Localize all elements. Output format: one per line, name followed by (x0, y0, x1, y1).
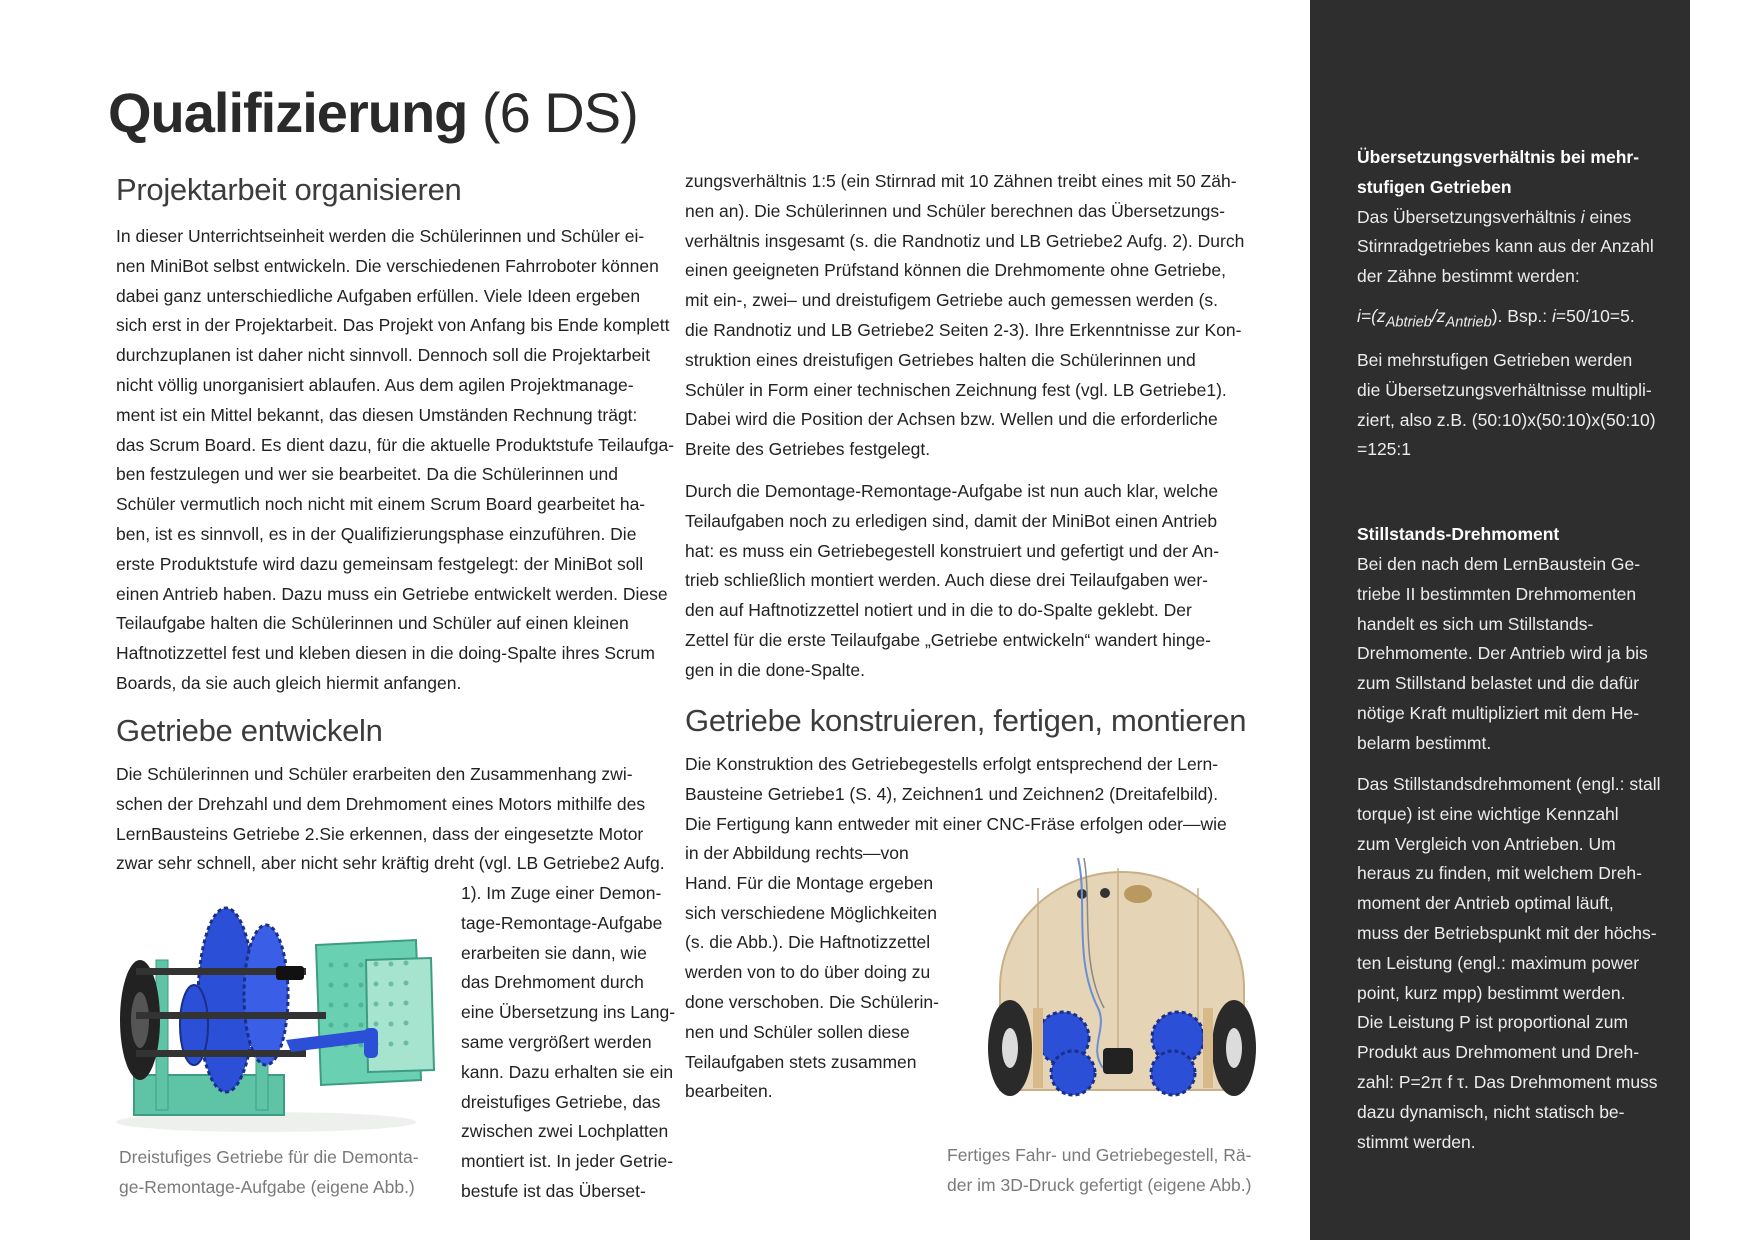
text-line: belarm bestimmt. (1357, 732, 1492, 753)
text-line: Durch die Demontage-Remontage-Aufgabe ist nun auch klar, welche (685, 481, 1219, 501)
section2-paragraph (116, 760, 665, 879)
gearbox-figure (116, 900, 440, 1136)
section3-paragraph-narrow (685, 839, 939, 1107)
minibot-figure (978, 858, 1258, 1108)
text-line: ben, ist es sinnvoll, es in der Qualifizierungsphase einzuführen. Die (116, 523, 637, 544)
formula-example-var: i (1552, 305, 1556, 326)
text-line: Haftnotizzettel fest und kleben diesen in die doing-Spalte ihres Scrum (116, 643, 655, 664)
gearbox-image (116, 900, 440, 1136)
note2-heading: Stillstands-Drehmoment (1357, 524, 1560, 544)
text-line: einen geeigneten Prüfstand können die Drehmomente ohne Getriebe, (685, 260, 1226, 281)
text-line: nen MiniBot selbst entwickeln. Die verschiedenen Fahrroboter können (116, 255, 659, 276)
text-line: tage-Remontage-Aufgabe (461, 912, 663, 933)
text-line: zum Vergleich von Antrieben. Um (1357, 833, 1616, 854)
section3-paragraph (685, 750, 1227, 839)
text-line: heraus zu finden, mit welchem Dreh- (1357, 863, 1642, 884)
text-line: nen an). Die Schülerinnen und Schüler berechnen das Übersetzungs- (685, 200, 1225, 221)
text-line: stimmt werden. (1357, 1131, 1476, 1152)
note1-heading-line1: Übersetzungsverhältnis bei mehr- (1357, 147, 1640, 167)
text-line: ben festzulegen und wer sie bearbeitet. Da die Schülerinnen und (116, 464, 619, 485)
section2-paragraph-narrow (461, 879, 675, 1207)
text-line: ten Leistung (engl.: maximum power (1357, 952, 1640, 973)
formula-lhs: i=(z (1357, 305, 1386, 326)
text-line: Die Fertigung kann entweder mit einer CNC-Fräse erfolgen oder—wie (685, 813, 1227, 834)
section-heading-projektarbeit: Projektarbeit organisieren (116, 172, 462, 207)
text-line: Das Stillstandsdrehmoment (engl.: stall (1357, 774, 1661, 794)
text-line: sich erst in der Projektarbeit. Das Projekt von Anfang bis Ende komplett (116, 315, 670, 336)
text-line: die Randnotiz und LB Getriebe2 Seiten 2-3). Ihre Erkenntnisse zur Kon- (685, 319, 1242, 340)
text-line: struktion eines dreistufigen Getriebes halten die Schülerinnen und (685, 349, 1196, 370)
text-line: das Scrum Board. Es dient dazu, für die aktuelle Produktstufe Teilaufga- (116, 434, 675, 455)
formula-sub-antrieb: Antrieb (1445, 314, 1492, 331)
text-line: Breite des Getriebes festgelegt. (685, 439, 931, 460)
text-line: Zettel für die erste Teilaufgabe „Getriebe entwickeln“ wandert hinge- (685, 629, 1211, 650)
text-line: 1). Im Zuge einer Demon- (461, 883, 662, 903)
text-line: zwischen zwei Lochplatten (461, 1121, 669, 1142)
text-line: ziert, also z.B. (50:10)x(50:10)x(50:10) (1357, 409, 1656, 430)
text-line: Produkt aus Drehmoment und Dreh- (1357, 1042, 1640, 1063)
gearbox-caption (119, 1142, 419, 1202)
text-line: point, kurz mpp) bestimmt werden. (1357, 982, 1626, 1003)
text-line: moment der Antrieb optimal läuft, (1357, 893, 1614, 914)
text-line: Teilaufgaben stets zusammen (685, 1051, 917, 1072)
text-line: Die Schülerinnen und Schüler erarbeiten den Zusammenhang zwi- (116, 764, 633, 784)
text-line: muss der Betriebspunkt mit der höchs- (1357, 922, 1657, 943)
text-line: einen Antrieb haben. Dazu muss ein Getriebe entwickelt werden. Diese (116, 583, 668, 604)
note1-line: Stirnradgetriebes kann aus der Anzahl (1357, 236, 1654, 257)
text-line: handelt es sich um Stillstands- (1357, 613, 1594, 634)
text-line: dreistufiges Getriebe, das (461, 1091, 661, 1112)
text-line: das Drehmoment durch (461, 972, 644, 993)
column2-paragraph-b (685, 477, 1219, 686)
note1-paragraph-2 (1357, 346, 1677, 465)
note2-paragraph-2 (1357, 770, 1677, 1157)
minibot-caption (947, 1140, 1251, 1200)
page-title-main: Qualifizierung (108, 81, 468, 144)
text-line: zwar sehr schnell, aber nicht sehr kräftig dreht (vgl. LB Getriebe2 Aufg. (116, 853, 665, 874)
text-line: Dreistufiges Getriebe für die Demonta- (119, 1147, 419, 1167)
text-line: done verschoben. Die Schülerin- (685, 991, 939, 1012)
text-line: Bausteine Getriebe1 (S. 4), Zeichnen1 und Zeichnen2 (Dreitafelbild). (685, 783, 1219, 804)
formula-rhs: ). Bsp.: (1491, 305, 1553, 326)
note1-heading-line2: stufigen Getrieben (1357, 176, 1512, 197)
text-line: zahl: P=2π f τ. Das Drehmoment muss (1357, 1071, 1658, 1092)
text-line: montiert ist. In jeder Getrie- (461, 1151, 674, 1172)
page-title (108, 78, 638, 148)
text-line: in der Abbildung rechts—von (685, 843, 909, 863)
text-line: gen in die done-Spalte. (685, 659, 865, 680)
text-line: Schüler in Form einer technischen Zeichnung fest (vgl. LB Getriebe1). (685, 379, 1227, 400)
text-line: nötige Kraft multipliziert mit dem He- (1357, 702, 1640, 723)
text-line: Bei den nach dem LernBaustein Ge- (1357, 554, 1641, 574)
text-line: zum Stillstand belastet und die dafür (1357, 673, 1640, 694)
sidebar-note-stillstand (1357, 520, 1677, 550)
text-line: kann. Dazu erhalten sie ein (461, 1061, 674, 1082)
text-line: mit ein-, zwei– und dreistufigem Getriebe auch gemessen werden (s. (685, 290, 1219, 311)
text-line: Schüler vermutlich noch nicht mit einem Scrum Board gearbeitet ha- (116, 494, 646, 515)
text-line: nen und Schüler sollen diese (685, 1021, 910, 1042)
text-line: erarbeiten sie dann, wie (461, 942, 647, 963)
text-line: hat: es muss ein Getriebegestell konstruiert und gefertigt und der An- (685, 540, 1220, 561)
text-line: same vergrößert werden (461, 1031, 652, 1052)
section-heading-getriebe-entwickeln: Getriebe entwickeln (116, 713, 383, 748)
text-line: erste Produktstufe wird dazu gemeinsam festgelegt: der MiniBot soll (116, 553, 644, 574)
text-line: torque) ist eine wichtige Kennzahl (1357, 803, 1619, 824)
formula-sub-abtrieb: Abtrieb (1385, 314, 1432, 331)
text-line: sich verschiedene Möglichkeiten (685, 902, 937, 923)
note1-intro-line (1357, 203, 1677, 233)
column2-paragraph-a (685, 167, 1244, 465)
sidebar-note-uebersetzung (1357, 143, 1677, 332)
text-line: Dabei wird die Position der Achsen bzw. Wellen und die erforderliche (685, 409, 1218, 430)
text-line: Bei mehrstufigen Getrieben werden (1357, 350, 1633, 370)
text-line: =125:1 (1357, 439, 1412, 460)
text-line: triebe II bestimmten Drehmomenten (1357, 583, 1637, 604)
text-line: die Übersetzungsverhältnisse multipli- (1357, 379, 1652, 400)
text-line: dabei ganz unterschiedliche Aufgaben erfüllen. Viele Ideen ergeben (116, 285, 641, 306)
text-line: Fertiges Fahr- und Getriebegestell, Rä- (947, 1145, 1252, 1165)
text-line: bestufe ist das Überset- (461, 1180, 646, 1201)
section1-paragraph (116, 222, 674, 699)
formula-mid: /z (1431, 305, 1446, 326)
text-line: LernBausteins Getriebe 2.Sie erkennen, dass der eingesetzte Motor (116, 823, 644, 844)
text-line: der im 3D-Druck gefertigt (eigene Abb.) (947, 1175, 1252, 1195)
text-line: nicht völlig unorganisiert ablaufen. Aus dem agilen Projektmanage- (116, 374, 634, 395)
note1-intro-text: Das Übersetzungsverhältnis (1357, 206, 1581, 227)
section-heading-getriebe-konstruieren: Getriebe konstruieren, fertigen, montieren (685, 703, 1247, 738)
text-line: Die Konstruktion des Getriebegestells erfolgt entsprechend der Lern- (685, 754, 1219, 774)
note1-formula (1357, 302, 1677, 332)
text-line: bearbeiten. (685, 1081, 773, 1102)
text-line: (s. die Abb.). Die Haftnotizzettel (685, 932, 931, 953)
text-line: den auf Haftnotizzettel notiert und in die to do-Spalte geklebt. Der (685, 600, 1192, 621)
text-line: dazu dynamisch, nicht statisch be- (1357, 1101, 1625, 1122)
text-line: Die Leistung P ist proportional zum (1357, 1012, 1629, 1033)
text-line: Teilaufgabe halten die Schülerinnen und Schüler auf einen kleinen (116, 613, 629, 634)
note1-line: der Zähne bestimmt werden: (1357, 266, 1580, 287)
text-line: In dieser Unterrichtseinheit werden die Schülerinnen und Schüler ei- (116, 226, 645, 246)
text-line: verhältnis insgesamt (s. die Randnotiz und LB Getriebe2 Aufg. 2). Durch (685, 230, 1245, 251)
text-line: zungsverhältnis 1:5 (ein Stirnrad mit 10 Zähnen treibt eines mit 50 Zäh- (685, 171, 1237, 191)
text-line: Boards, da sie auch gleich hiermit anfangen. (116, 672, 462, 693)
minibot-image (978, 858, 1258, 1108)
note2-paragraph-1 (1357, 550, 1677, 759)
text-line: ge-Remontage-Aufgabe (eigene Abb.) (119, 1177, 415, 1197)
note1-intro-variable: i (1580, 206, 1585, 227)
text-line: eine Übersetzung ins Lang- (461, 1002, 676, 1023)
text-line: Teilaufgaben noch zu erledigen sind, damit der MiniBot einen Antrieb (685, 510, 1218, 531)
text-line: werden von to do über doing zu (685, 962, 931, 983)
page-title-duration: (6 DS) (481, 81, 638, 144)
text-line: Drehmomente. Der Antrieb wird ja bis (1357, 643, 1648, 664)
formula-example-value: =50/10=5. (1555, 305, 1635, 326)
note1-intro-end: eines (1584, 206, 1632, 227)
text-line: durchzuplanen ist daher nicht sinnvoll. Dennoch soll die Projektarbeit (116, 345, 651, 366)
text-line: trieb schließlich montiert werden. Auch diese drei Teilaufgaben wer- (685, 570, 1209, 591)
text-line: schen der Drehzahl und dem Drehmoment eines Motors mithilfe des (116, 793, 646, 814)
text-line: Hand. Für die Montage ergeben (685, 872, 934, 893)
text-line: ment ist ein Mittel bekannt, das diesen Umständen Rechnung trägt: (116, 404, 638, 425)
